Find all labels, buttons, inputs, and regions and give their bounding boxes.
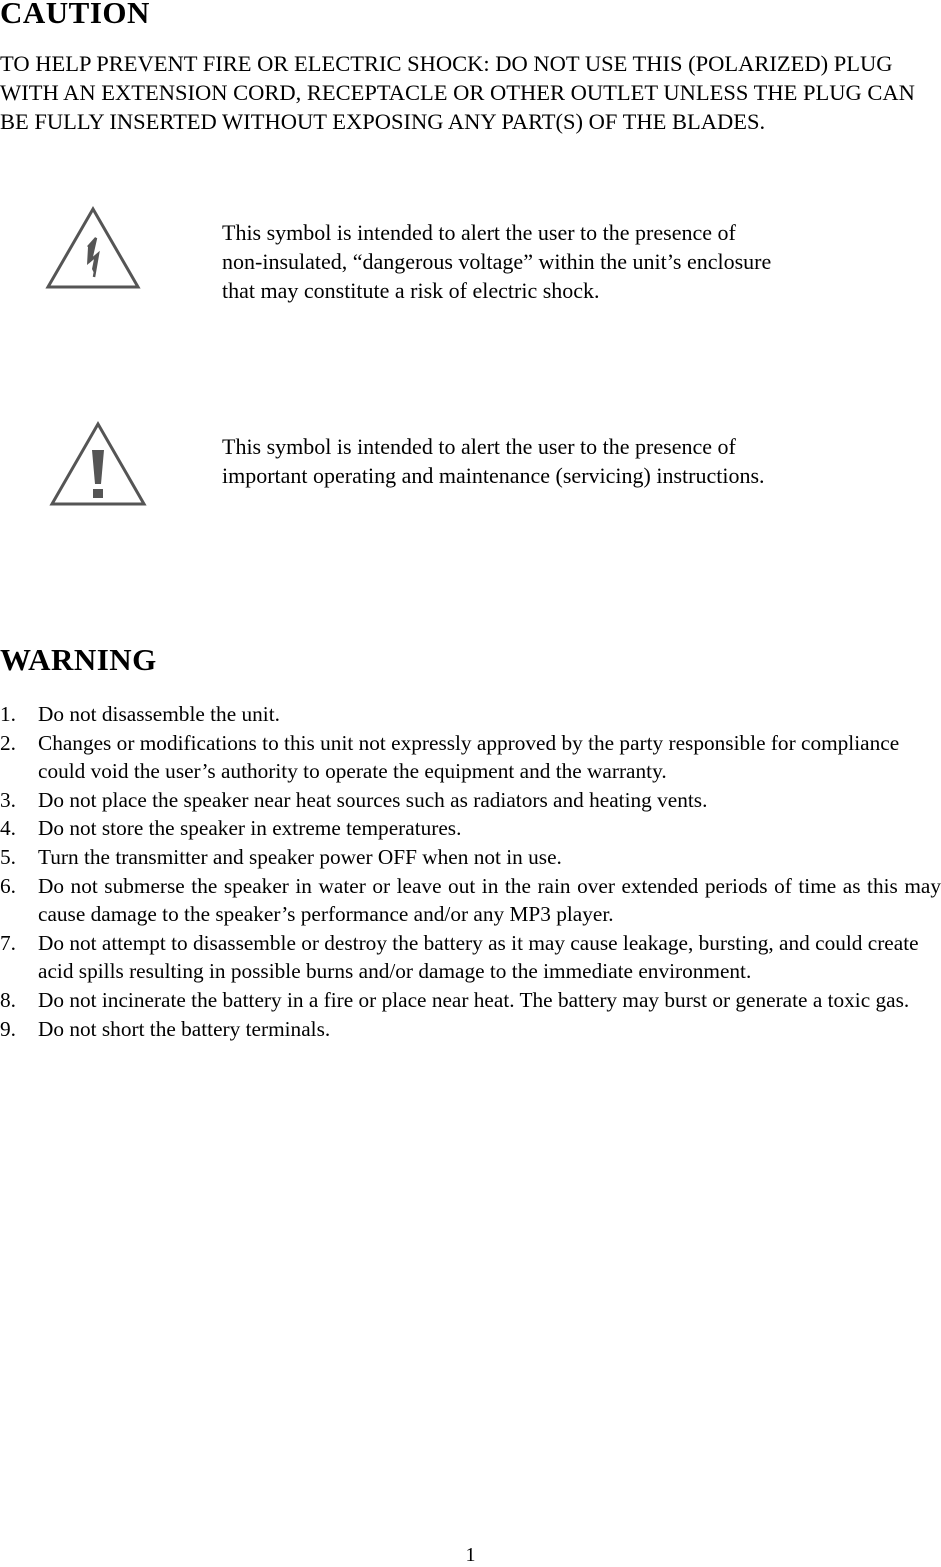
list-item: [0, 814, 941, 843]
caution-text: TO HELP PREVENT FIRE OR ELECTRIC SHOCK: DO NOT USE THIS (POLARIZED) PLUG WITH AN EXTENSION CORD, RECEPTACLE OR OTHER OUTLET UNLESS THE PLUG CAN BE FULLY INSERTED WITHOUT EXPOSING ANY PART(S) OF THE BLADES.: [0, 51, 915, 134]
exclamation-triangle-icon: [48, 420, 148, 508]
caution-title: CAUTION: [0, 0, 150, 30]
lightning-triangle-icon: [44, 205, 142, 291]
list-item-number: 6.: [0, 873, 16, 898]
list-item-number: 8.: [0, 987, 16, 1012]
list-item-text: Do not submerse the speaker in water or leave out in the rain over extended periods of time as this may cause damage to the speaker’s performance and/or any MP3 player.: [38, 873, 941, 927]
list-item: [0, 700, 941, 729]
list-item-text: Do not incinerate the battery in a fire or place near heat. The battery may burst or generate a toxic gas.: [38, 987, 910, 1012]
symbol-2-line-1: This symbol is intended to alert the user to the presence of: [222, 434, 736, 459]
list-item-number: 2.: [0, 730, 16, 755]
symbol-1-line-1: This symbol is intended to alert the user to the presence of: [222, 220, 736, 245]
list-item: [0, 986, 941, 1015]
list-item: [0, 1015, 941, 1044]
symbol-1-line-3: that may constitute a risk of electric shock.: [222, 278, 600, 303]
list-item-text: Do not disassemble the unit.: [38, 702, 280, 726]
page-number: 1: [465, 1544, 476, 1566]
list-item: [0, 843, 941, 872]
list-item-text: Changes or modifications to this unit not expressly approved by the party responsible for compliance could void the user’s authority to operate the equipment and the warranty.: [38, 730, 900, 784]
list-item-number: 4.: [0, 816, 16, 841]
list-item-number: 5.: [0, 844, 16, 869]
list-item-text: Do not place the speaker near heat sources such as radiators and heating vents.: [38, 787, 708, 812]
warning-list: [0, 700, 941, 1043]
list-item-number: 1.: [0, 702, 16, 726]
list-item-number: 7.: [0, 930, 16, 955]
list-item-number: 3.: [0, 787, 16, 812]
list-item: [0, 929, 941, 986]
list-item-text: Do not store the speaker in extreme temperatures.: [38, 816, 462, 841]
list-item-number: 9.: [0, 1016, 16, 1041]
list-item: [0, 729, 941, 786]
warning-title: WARNING: [0, 642, 157, 677]
list-item-text: Do not short the battery terminals.: [38, 1016, 331, 1041]
symbol-2-line-2: important operating and maintenance (servicing) instructions.: [222, 463, 765, 488]
list-item-text: Do not attempt to disassemble or destroy the battery as it may cause leakage, bursting, and could create acid spills resulting in possible burns and/or damage to the immediate environment.: [38, 930, 919, 984]
list-item: [0, 872, 941, 929]
list-item-text: Turn the transmitter and speaker power OFF when not in use.: [38, 844, 562, 869]
list-item: [0, 786, 941, 815]
symbol-1-line-2: non-insulated, “dangerous voltage” within the unit’s enclosure: [222, 249, 772, 274]
